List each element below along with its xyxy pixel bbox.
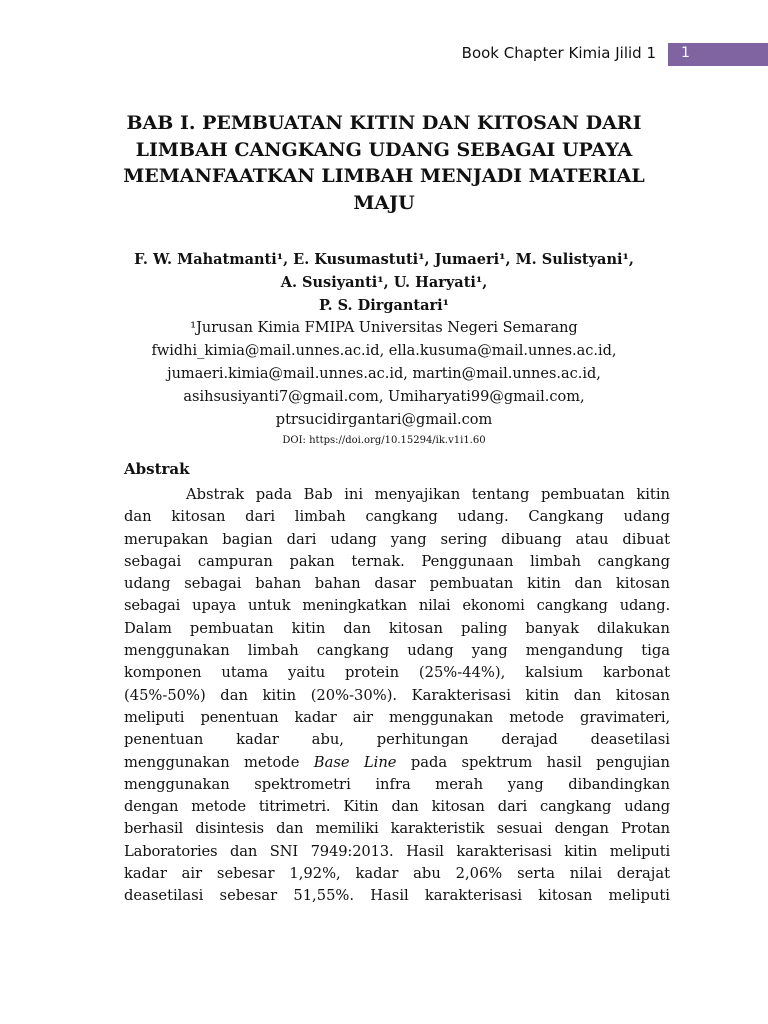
abstract-body [124,484,670,908]
doi-link[interactable]: DOI: https://doi.org/10.15294/ik.v1i1.60 [282,435,486,446]
author-list [94,248,674,317]
author-line: A. Susiyanti¹, U. Haryati¹, [280,274,488,291]
chapter-title-line: BAB I. PEMBUATAN KITIN DAN KITOSAN DARI [126,112,642,134]
abstract-line: menggunakan limbah cangkang udang yang mengandung tiga [124,642,670,660]
abstract-line: kadar air sebesar 1,92%, kadar abu 2,06% serta nilai derajat [124,865,670,883]
abstract-line: (45%-50%) dan kitin (20%-30%). Karakterisasi kitin dan kitosan [124,686,670,704]
abstract-emphasis: Base Line [313,753,397,771]
email-line: fwidhi_kimia@mail.unnes.ac.id, ella.kusuma@mail.unnes.ac.id, [151,343,617,359]
abstract-line: komponen utama yaitu protein (25%-44%), kalsium karbonat [124,664,670,682]
abstract-heading: Abstrak [124,460,190,478]
chapter-title [104,110,664,216]
abstract-line: merupakan bagian dari udang yang sering dibuang atau dibuat [124,530,670,548]
affiliation: ¹Jurusan Kimia FMIPA Universitas Negeri Semarang [190,320,578,336]
abstract-section [124,458,670,908]
chapter-title-line: MEMANFAATKAN LIMBAH MENJADI MATERIAL [123,165,645,187]
author-line: P. S. Dirgantari¹ [318,297,450,314]
author-block [94,248,674,450]
page-number-tab [668,43,768,66]
abstract-line: dan kitosan dari limbah cangkang udang. Cangkang udang [124,508,670,526]
email-line: jumaeri.kimia@mail.unnes.ac.id, martin@mail.unnes.ac.id, [167,366,601,382]
abstract-line: berhasil disintesis dan memiliki karakteristik sesuai dengan Protan [124,820,670,838]
abstract-line: Abstrak pada Bab ini menyajikan tentang pembuatan kitin [186,486,670,503]
abstract-line: meliputi penentuan kadar air menggunakan metode gravimateri, [124,708,670,726]
email-line: ptrsucidirgantari@gmail.com [275,412,493,428]
email-list [94,340,674,432]
abstract-line: udang sebagai bahan bahan dasar pembuatan kitin dan kitosan [124,575,670,593]
chapter-title-line: LIMBAH CANGKANG UDANG SEBAGAI UPAYA [135,138,633,161]
abstract-line-part: menggunakan metode [124,753,314,771]
abstract-line: sebagai campuran pakan ternak. Penggunaan limbah cangkang [124,552,670,570]
abstract-line: menggunakan spektrometri infra merah yang dibandingkan [124,775,670,793]
abstract-line: Laboratories dan SNI 7949:2013. Hasil karakterisasi kitin meliputi [124,842,670,860]
abstract-line: dengan metode titrimetri. Kitin dan kitosan dari cangkang udang [124,798,670,816]
running-header-title: Book Chapter Kimia Jilid 1 [461,44,656,62]
abstract-line-part: pada spektrum hasil pengujian [396,753,670,771]
abstract-line: deasetilasi sebesar 51,55%. Hasil karakterisasi kitosan meliputi [124,887,670,905]
email-line: asihsusiyanti7@gmail.com, Umiharyati99@gmail.com, [183,389,585,405]
author-line: F. W. Mahatmanti¹, E. Kusumastuti¹, Jumaeri¹, M. Sulistyani¹, [134,251,634,268]
chapter-title-line: MAJU [353,191,415,214]
page-number: 1 [681,45,690,61]
abstract-line: Dalam pembuatan kitin dan kitosan paling banyak dilakukan [124,619,670,637]
abstract-line: sebagai upaya untuk meningkatkan nilai ekonomi cangkang udang. [124,597,670,615]
abstract-line-mixed [124,752,670,774]
page-header [0,40,768,70]
abstract-line: penentuan kadar abu, perhitungan derajad deasetilasi [124,731,670,749]
